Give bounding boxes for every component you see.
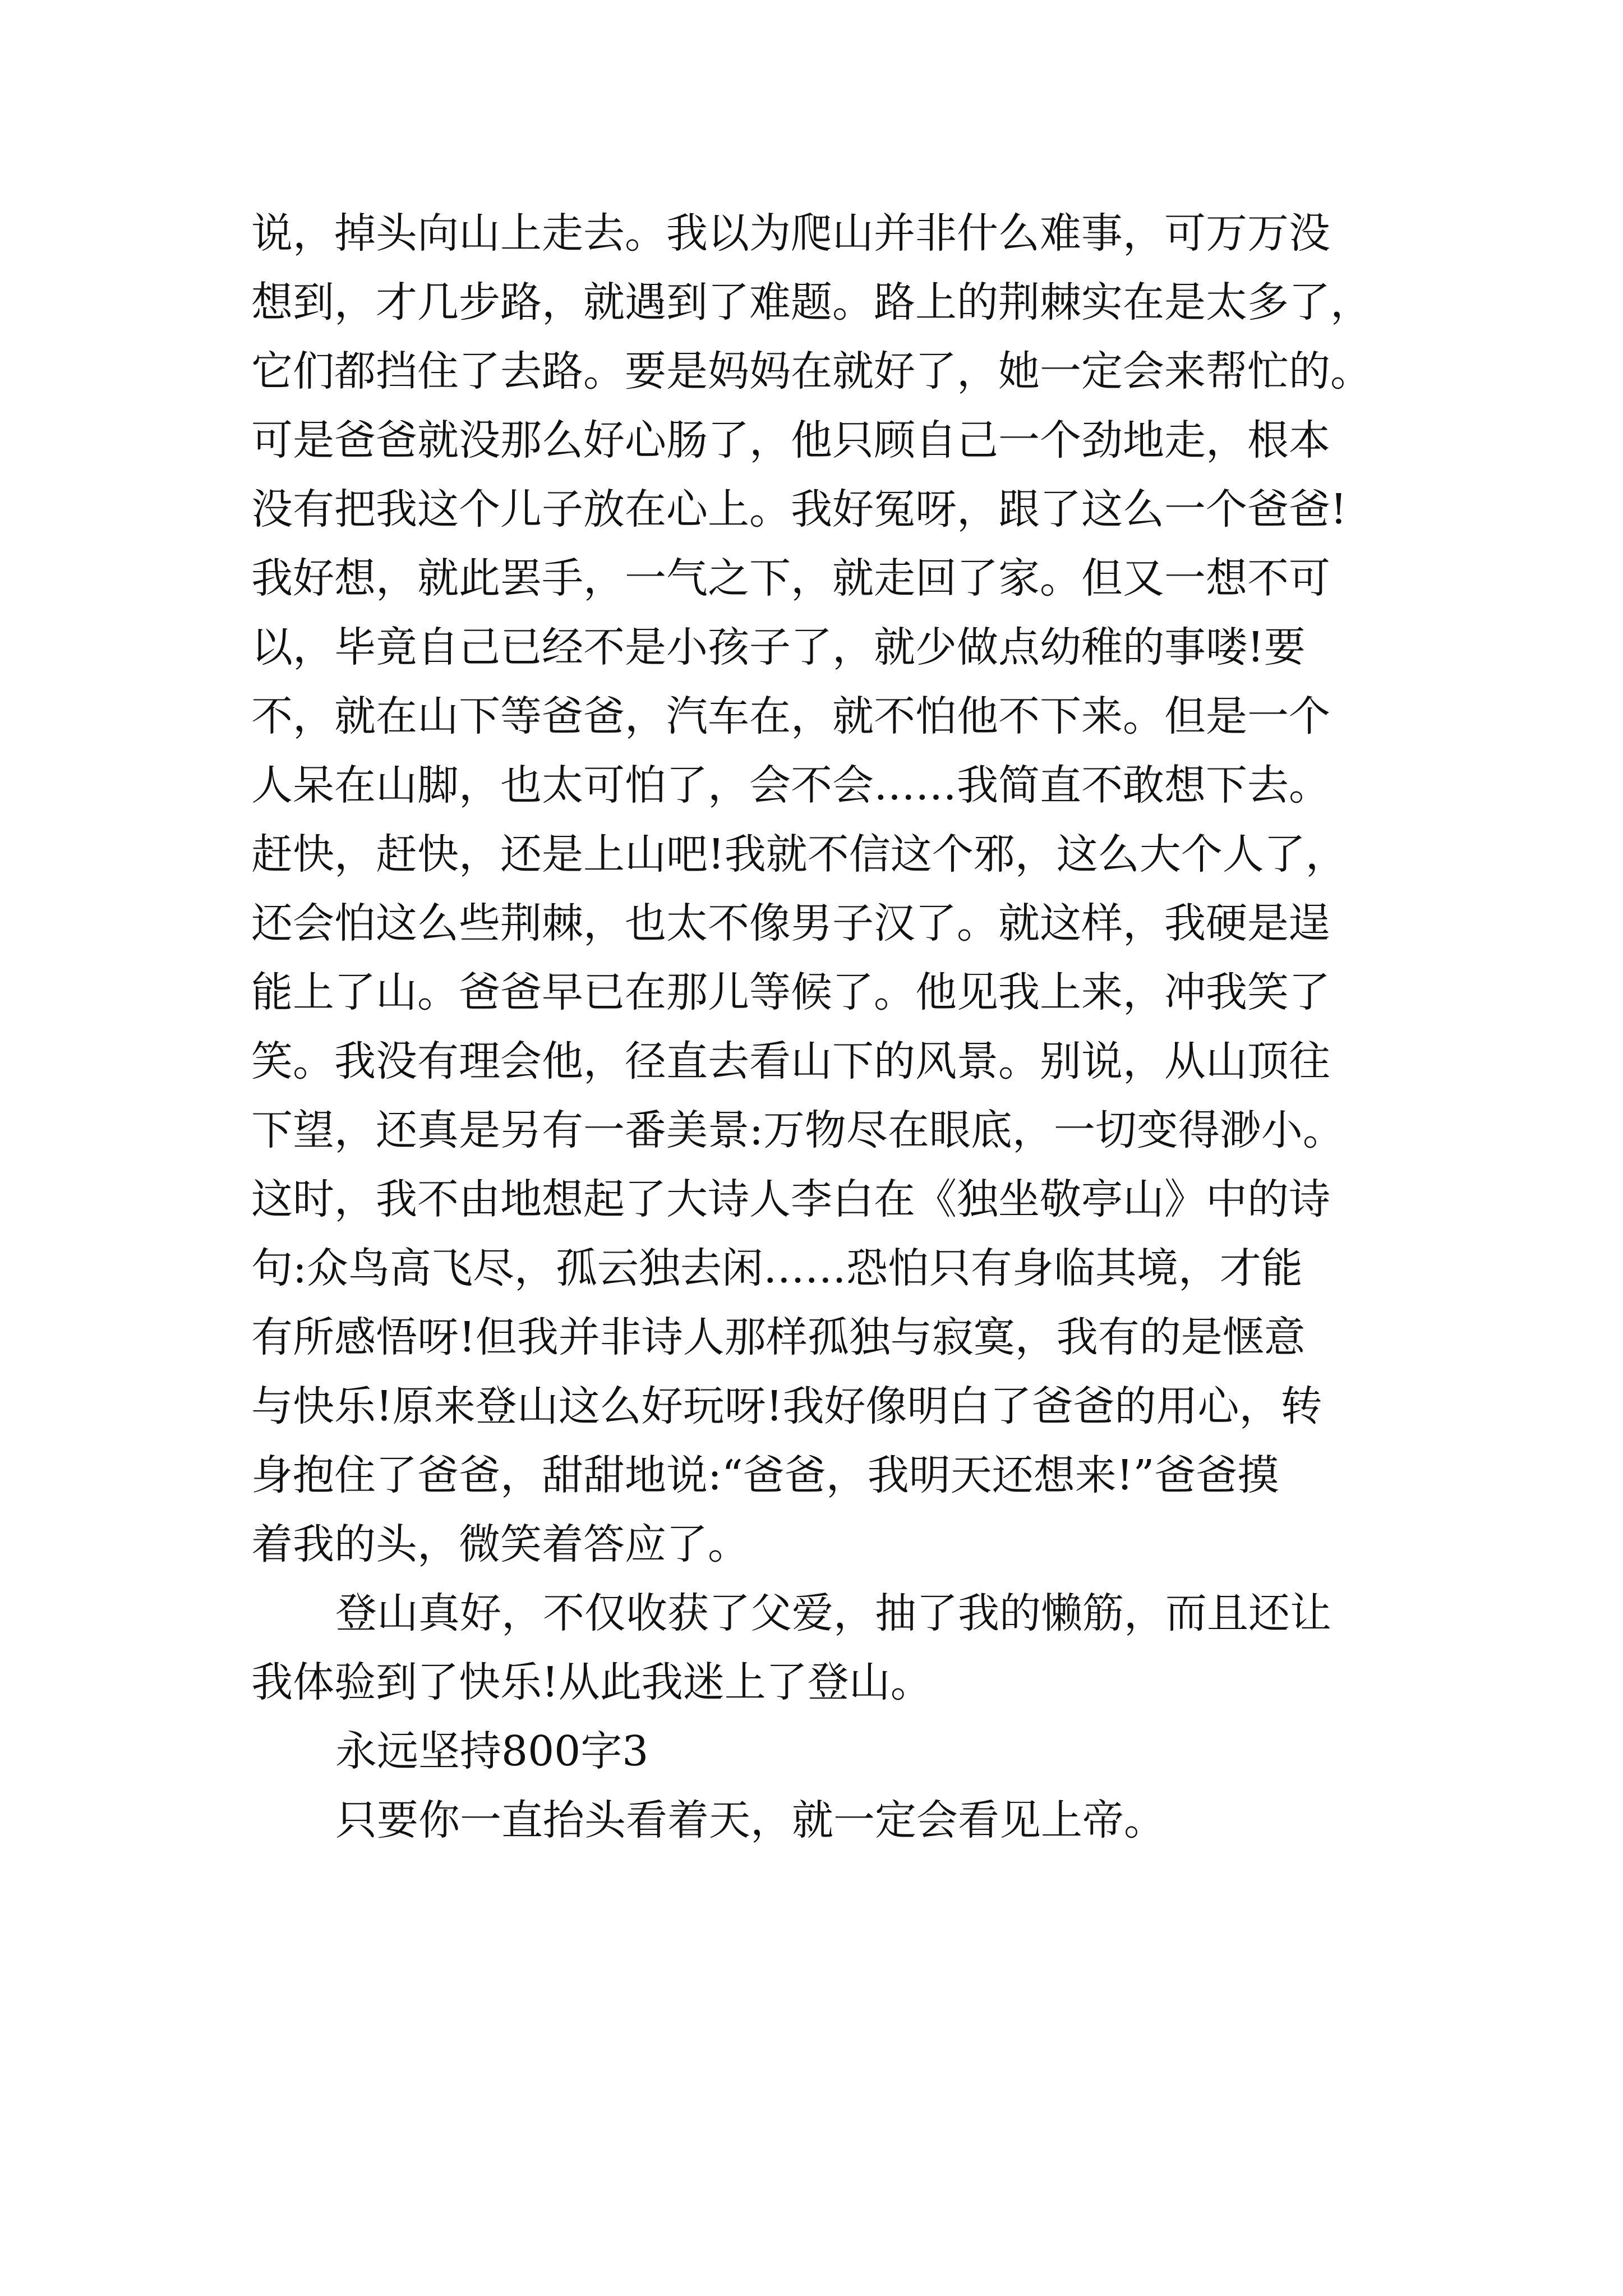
text-line: 没有把我这个儿子放在心上。我好冤呀，跟了这么一个爸爸! [251,485,1347,533]
text-line: 句:众鸟高飞尽，孤云独去闲……恐怕只有身临其境，才能 [251,1244,1303,1292]
text-line: 想到，才几步路，就遇到了难题。路上的荆棘实在是太多了， [251,278,1372,326]
paragraph-first-line: 只要你一直抬头看着天，就一定会看见上帝。 [335,1796,1165,1844]
text-line: 还会怕这么些荆棘，也太不像男子汉了。就这样，我硬是逞 [251,899,1330,947]
text-line: 以，毕竟自己已经不是小孩子了，就少做点幼稚的事喽!要 [251,623,1306,671]
text-line: 身抱住了爸爸，甜甜地说:“爸爸，我明天还想来!”爸爸摸 [251,1451,1279,1499]
paragraph-first-line: 登山真好，不仅收获了父爱，抽了我的懒筋，而且还让 [335,1589,1331,1637]
text-line: 赶快，赶快，还是上山吧!我就不信这个邪，这么大个人了， [251,830,1347,878]
text-line: 我体验到了快乐!从此我迷上了登山。 [251,1658,932,1706]
text-line: 能上了山。爸爸早已在那儿等候了。他见我上来，冲我笑了 [251,968,1330,1016]
text-line: 有所感悟呀!但我并非诗人那样孤独与寂寞，我有的是惬意 [251,1313,1306,1361]
text-line: 下望，还真是另有一番美景:万物尽在眼底，一切变得渺小。 [251,1106,1344,1154]
text-line: 可是爸爸就没那么好心肠了，他只顾自己一个劲地走，根本 [251,416,1330,464]
text-line: 笑。我没有理会他，径直去看山下的风景。别说，从山顶往 [251,1037,1330,1085]
text-line: 这时，我不由地想起了大诗人李白在《独坐敬亭山》中的诗 [251,1175,1330,1223]
text-line: 它们都挡住了去路。要是妈妈在就好了，她一定会来帮忙的。 [251,347,1372,395]
text-line: 与快乐!原来登山这么好玩呀!我好像明白了爸爸的用心，转 [251,1382,1322,1430]
text-line: 人呆在山脚，也太可怕了，会不会……我简直不敢想下去。 [251,761,1330,809]
text-line: 着我的头，微笑着答应了。 [251,1520,749,1568]
section-heading: 永远坚持800字3 [335,1727,649,1775]
text-line: 不，就在山下等爸爸，汽车在，就不怕他不下来。但是一个 [251,692,1330,740]
body-text [251,199,1407,1855]
text-line: 我好想，就此罢手，一气之下，就走回了家。但又一想不可 [251,554,1330,602]
text-line: 说，掉头向山上走去。我以为爬山并非什么难事，可万万没 [251,209,1330,257]
